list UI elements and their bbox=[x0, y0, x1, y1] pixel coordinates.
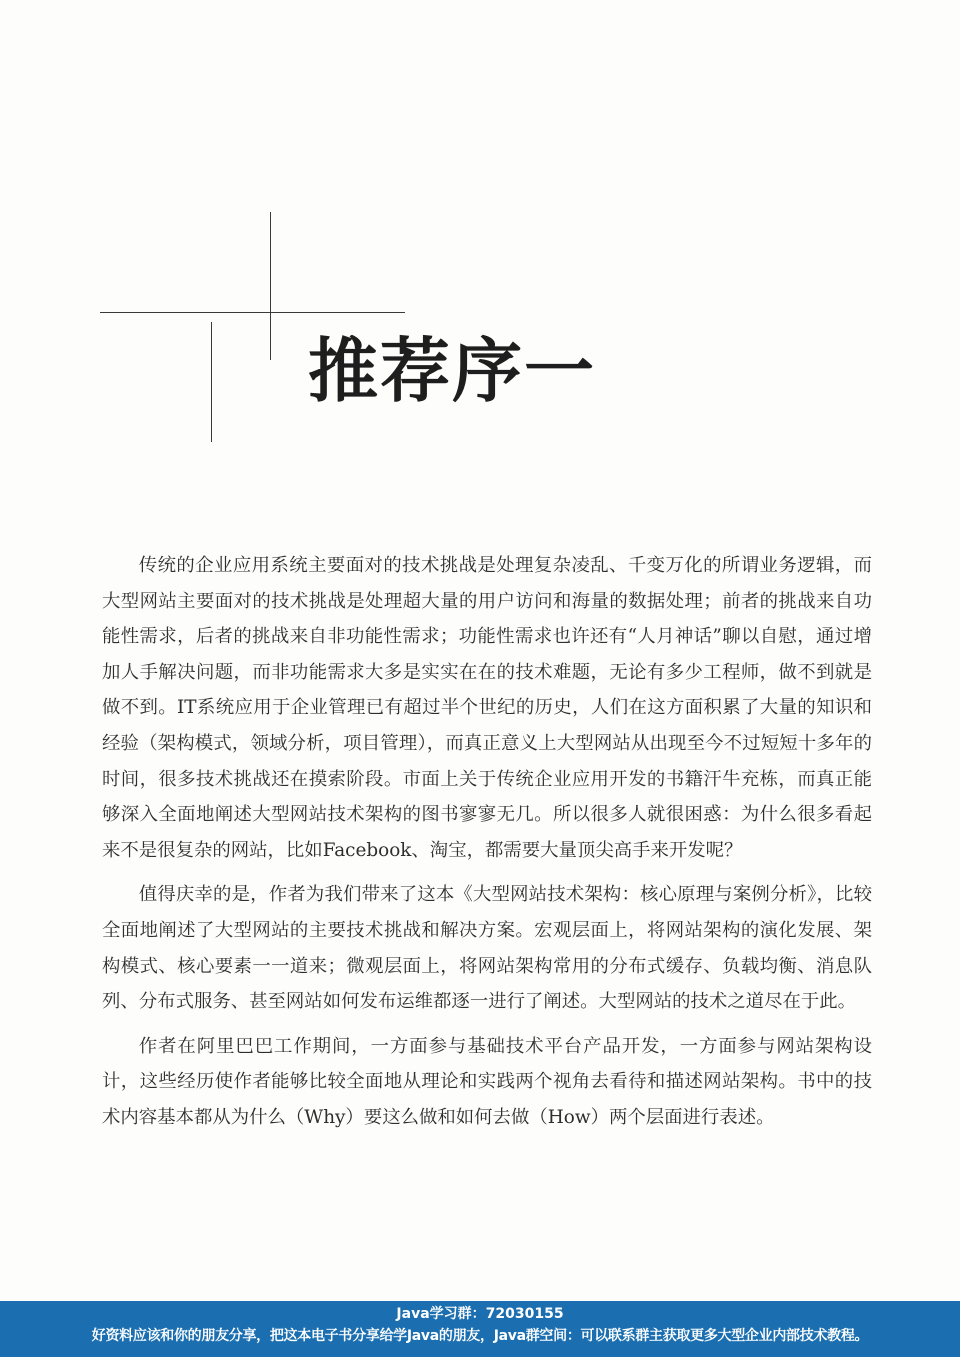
footer-banner bbox=[0, 1301, 960, 1357]
footer-share-notice: 好资料应该和你的朋友分享，把这本电子书分享给学Java的朋友，Java群空间：可以联系群主获取更多大型企业内部技术教程。 bbox=[91, 1328, 869, 1344]
paragraph-3: 作者在阿里巴巴工作期间，一方面参与基础技术平台产品开发，一方面参与网站架构设计，这些经历使作者能够比较全面地从理论和实践两个视角去看待和描述网站架构。书中的技术内容基本都从为什么（Why）要这么做和如何去做（How）两个层面进行表述。 bbox=[102, 1035, 872, 1128]
decorative-vertical-line-lower bbox=[211, 322, 212, 442]
paragraph-2: 值得庆幸的是，作者为我们带来了这本《大型网站技术架构：核心原理与案例分析》，比较全面地阐述了大型网站的主要技术挑战和解决方案。宏观层面上，将网站架构的演化发展、架构模式、核心要素一一道来；微观层面上，将网站架构常用的分布式缓存、负载均衡、消息队列、分布式服务、甚至网站如何发布运维都逐一进行了阐述。大型网站的技术之道尽在于此。 bbox=[102, 884, 872, 1013]
body-text bbox=[102, 548, 872, 1145]
paragraph-1: 传统的企业应用系统主要面对的技术挑战是处理复杂凌乱、千变万化的所谓业务逻辑，而大型网站主要面对的技术挑战是处理超大量的用户访问和海量的数据处理；前者的挑战来自功能性需求，后者的挑战来自非功能性需求；功能性需求也许还有“人月神话”聊以自慰，通过增加人手解决问题，而非功能需求大多是实实在在的技术难题，无论有多少工程师，做不到就是做不到。IT系统应用于企业管理已有超过半个世纪的历史，人们在这方面积累了大量的知识和经验（架构模式，领域分析，项目管理），而真正意义上大型网站从出现至今不过短短十多年的时间，很多技术挑战还在摸索阶段。市面上关于传统企业应用开发的书籍汗牛充栋，而真正能够深入全面地阐述大型网站技术架构的图书寥寥无几。所以很多人就很困惑：为什么很多看起来不是很复杂的网站，比如Facebook、淘宝，都需要大量顶尖高手来开发呢？ bbox=[102, 555, 872, 861]
footer-group-number: Java学习群：72030155 bbox=[396, 1306, 564, 1322]
chapter-title: 推荐序一 bbox=[308, 329, 596, 412]
decorative-vertical-line-upper bbox=[270, 212, 271, 360]
decorative-horizontal-line bbox=[100, 312, 405, 313]
